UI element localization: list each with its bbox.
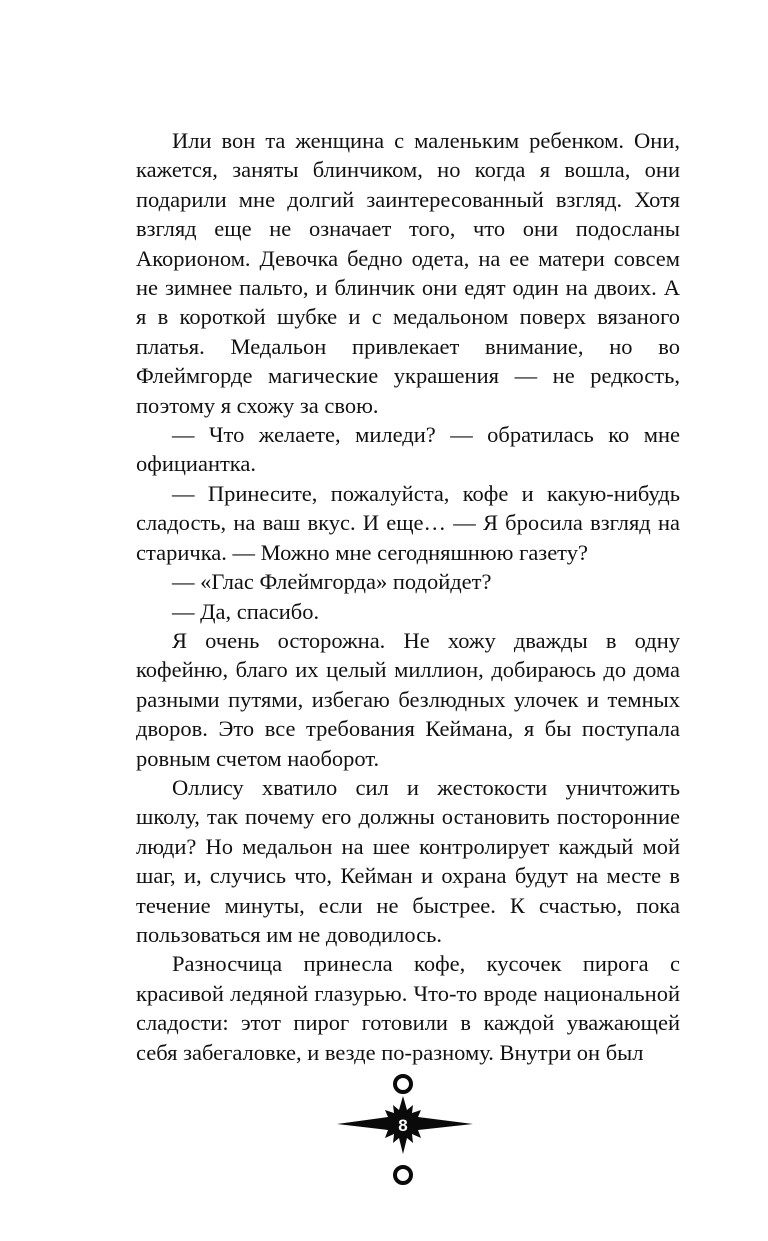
page-number: 8 [398,1116,408,1135]
paragraph-4: — «Глас Флеймгорда» подойдет? [172,569,492,595]
bottom-ring-icon [395,1167,411,1183]
paragraph-6: Я очень осторожна. Не хожу дважды в одну кофейню, благо их целый миллион, добираюсь до дома разными путями, избегаю безлюдных улочек и темных дворов. Это все требования Кеймана, я бы поступала ровным счетом наоборот. [136,627,680,771]
top-ring-icon [395,1076,411,1092]
body-text [136,126,680,1067]
page-number-ornament [335,1072,475,1190]
paragraph-5: — Да, спасибо. [172,598,320,624]
paragraph-1: Или вон та женщина с маленьким ребенком. Они, кажется, заняты блинчиком, но когда я вошла, они подарили мне долгий заинтересованный взгляд. Хотя взгляд еще не означает того, что они подосланы Акорионом. Девочка бедно одета, на ее матери совсем не зимнее пальто, и блинчик они едят один на двоих. А я в короткой шубке и с медальоном поверх вязаного платья. Медальон привлекает внимание, но во Флеймгорде магические украшения — не редкость, поэтому я схожу за свою. [136,128,680,418]
star-ornament-icon [335,1072,475,1190]
paragraph-8: Разносчица принесла кофе, кусочек пирога с красивой ледяной глазурью. Что-то вроде национальной сладости: этот пирог готовили в каждой уважающей себя забегаловке, и везде по-разному. Внутри он был [136,951,680,1065]
paragraph-7: Оллису хватило сил и жестокости уничтожить школу, так почему его должны остановить посторонние люди? Но медальон на шее контролирует каждый мой шаг, и, случись что, Кейман и охрана будут на месте в течение минуты, если не быстрее. К счастью, пока пользоваться им не доводилось. [136,774,680,947]
paragraph-2: — Что желаете, миледи? — обратилась ко мне официантка. [136,422,680,477]
paragraph-3: — Принесите, пожалуйста, кофе и какую-нибудь сладость, на ваш вкус. И еще… — Я бросила взгляд на старичка. — Можно мне сегодняшнюю газету? [136,480,680,565]
